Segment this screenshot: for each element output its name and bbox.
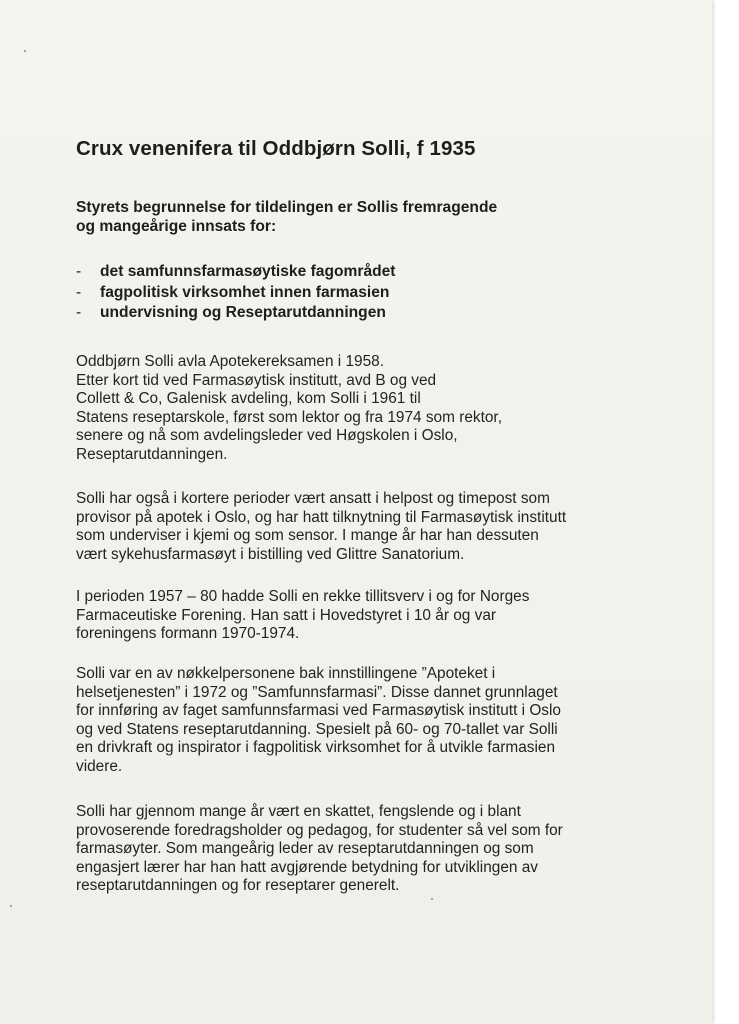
paragraph-association [76, 588, 529, 644]
bullet-item [76, 303, 396, 324]
paragraph-line: Reseptarutdanningen. [76, 445, 228, 463]
paragraph-line: og ved Statens reseptarutdanning. Spesielt på 60- og 70-tallet var Solli [76, 720, 558, 738]
bullet-text: det samfunnsfarmasøytiske fagområdet [100, 263, 396, 280]
paragraph-education [76, 353, 502, 464]
paragraph-employment [76, 490, 566, 564]
bullet-item [76, 283, 396, 304]
bullet-text: fagpolitisk virksomhet innen farmasien [100, 283, 390, 301]
paragraph-line: provoserende foredragsholder og pedagog, for studenter så vel som for [76, 821, 563, 839]
bullet-item [76, 262, 396, 283]
paragraph-line: som underviser i kjemi og som sensor. I mange år har han dessuten [76, 527, 539, 544]
document-subtitle [76, 199, 497, 236]
paragraph-line: farmasøyter. Som mangeårig leder av reseptarutdanningen og som [76, 840, 534, 857]
paragraph-line: engasjert lærer har han hatt avgjørende betydning for utviklingen av [76, 858, 538, 876]
paragraph-line: Collett & Co, Galenisk avdeling, kom Solli i 1961 til [76, 390, 421, 407]
scan-speck [10, 905, 12, 907]
bullet-dash: - [76, 263, 82, 280]
bullet-list [76, 262, 396, 324]
document-title: Crux venenifera til Oddbjørn Solli, f 1935 [76, 137, 476, 160]
paragraph-line: Oddbjørn Solli avla Apotekereksamen i 1958. [76, 353, 384, 370]
paragraph-line: Statens reseptarskole, først som lektor og fra 1974 som rektor, [76, 408, 502, 426]
paragraph-line: Etter kort tid ved Farmasøytisk institutt, avd B og ved [76, 371, 437, 389]
paragraph-line: Farmaceutiske Forening. Han satt i Hovedstyret i 10 år og var [76, 606, 497, 624]
paragraph-line: videre. [76, 757, 123, 775]
paragraph-line: Solli har gjennom mange år vært en skattet, fengslende og i blant [76, 803, 521, 820]
paragraph-line: helsetjenesten” i 1972 og ”Samfunnsfarmasi”. Disse dannet grunnlaget [76, 683, 558, 701]
paragraph-line: foreningens formann 1970-1974. [76, 625, 300, 642]
paragraph-line: Solli var en av nøkkelpersonene bak innstillingene ”Apoteket i [76, 665, 496, 682]
paragraph-line: senere og nå som avdelingsleder ved Høgskolen i Oslo, [76, 427, 458, 444]
paragraph-teaching [76, 803, 563, 896]
paragraph-line: vært sykehusfarmasøyt i bistilling ved Glittre Sanatorium. [76, 545, 465, 563]
scan-speck [24, 50, 26, 52]
subtitle-line: og mangeårige innsats for: [76, 217, 277, 235]
paragraph-line: reseptarutdanningen og for reseptarer generelt. [76, 877, 400, 894]
paragraph-line: for innføring av faget samfunnsfarmasi ved Farmasøytisk institutt i Oslo [76, 702, 561, 719]
paragraph-line: provisor på apotek i Oslo, og har hatt tilknytning til Farmasøytisk institutt [76, 508, 567, 526]
scan-speck [431, 898, 433, 900]
bullet-dash: - [76, 283, 82, 301]
paragraph-line: I perioden 1957 – 80 hadde Solli en rekke tillitsverv i og for Norges [76, 588, 530, 605]
bullet-text: undervisning og Reseptarutdanningen [100, 304, 386, 322]
bullet-dash: - [76, 304, 82, 322]
paragraph-policy [76, 665, 561, 776]
paragraph-line: en drivkraft og inspirator i fagpolitisk virksomhet for å utvikle farmasien [76, 739, 556, 756]
subtitle-line: Styrets begrunnelse for tildelingen er Sollis fremragende [76, 199, 498, 216]
paragraph-line: Solli har også i kortere perioder vært ansatt i helpost og timepost som [76, 490, 550, 507]
